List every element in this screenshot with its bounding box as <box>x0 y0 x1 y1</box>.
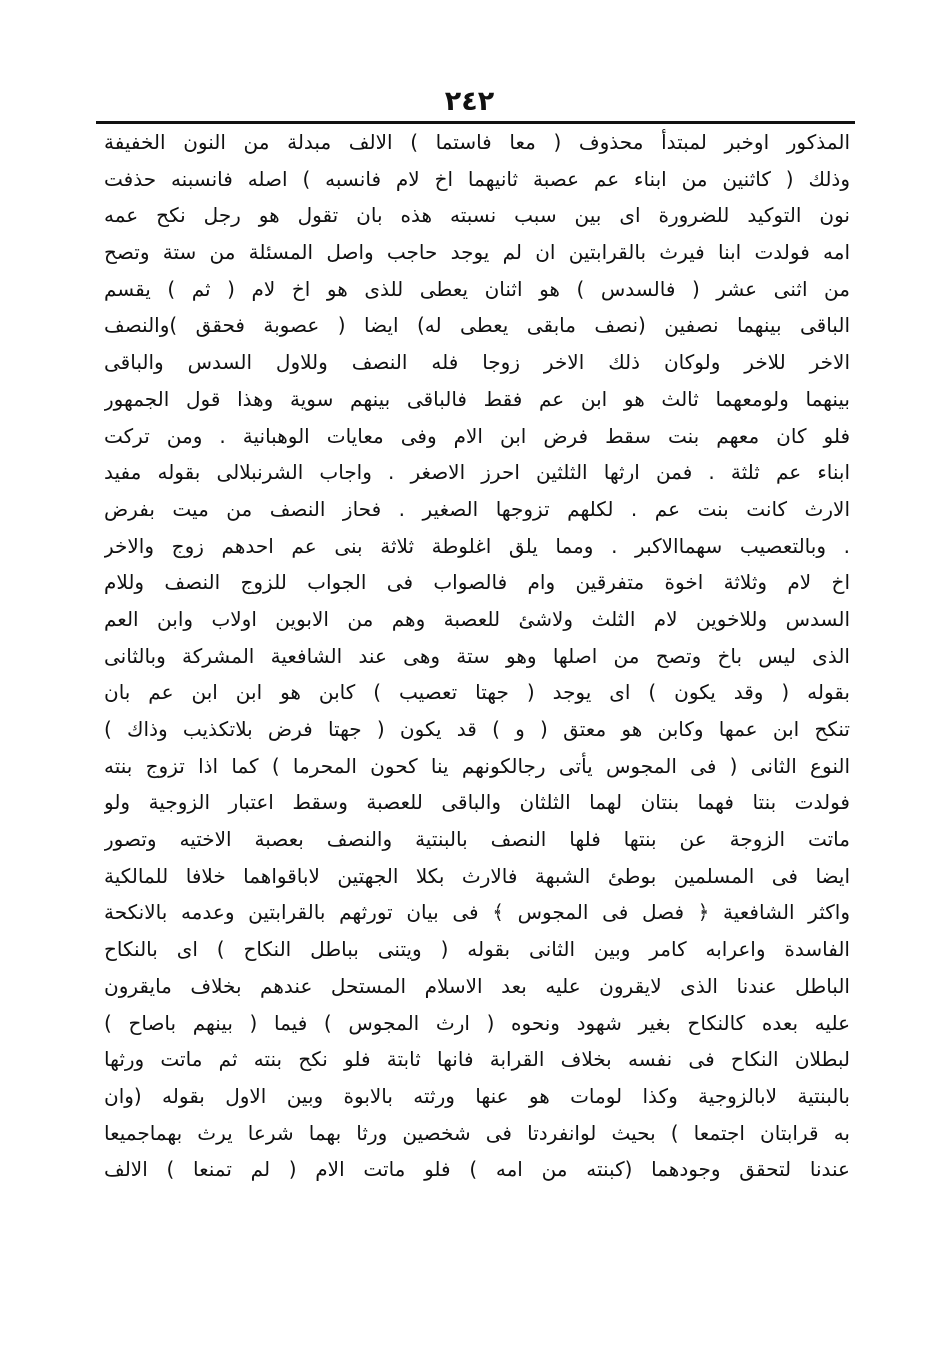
text-line: السدس وللاخوين لام الثلث ولاشئ للعصبة وهم من الابوين اولاب وابن العم <box>104 606 850 631</box>
text-line: من اثنى عشر ( فالسدس ) هو اثنان يعطى للذى هو اخ لام ( ثم ) يقسم <box>104 276 850 301</box>
text-line: الباقى بينهما نصفين (نصف مابقى يعطى له) ايضا ( عصوبة فحقق )والنصف <box>104 313 850 338</box>
text-line: بقوله ( وقد يكون ) اى يوجد ( جهتا تعصيب ) كابن هو ابن ابن عم بان <box>104 680 850 705</box>
text-line: تنكح ابن عمها وكابن هو معتق ( و ) قد يكون ( جهتا فرض بلاتكذيب وذاك ) <box>104 717 850 741</box>
text-line: الذى ليس باخ وتصح من اصلها وهو ستة وهى عند الشافعية المشركة وبالثانى <box>104 643 850 668</box>
text-line: به قرابتان اجتمعا ) بحيث لوانفردتا فى شخصين ورثا بهما شرعا يرث بهماجميعا <box>104 1120 850 1145</box>
text-line: لبطلان النكاح فى نفسه بخلاف القرابة فانها ثابتة فلو نكح بنته ثم ماتت ورثها <box>104 1047 850 1072</box>
text-line: بالبنتية لابالزوجية وكذا لومات هو عنها ورثته بالابوة وبين الاول بقوله (وان <box>104 1083 850 1108</box>
text-line: اخ لام وثلاثة اخوة متفرقين وام فالصواب فى الجواب للزوج النصف وللام <box>104 570 850 595</box>
text-line: ايضا فى المسلمين بوطئ الشبهة فالارث بكلا الجهتين لاباقواهما خلافا للمالكية <box>104 863 850 888</box>
text-line: الارث كانت بنت عم . لكلهم تزوجها الصغير . فحاز النصف من ميت بفرض <box>104 496 850 521</box>
text-line: المذكور اوخبر لمبتدأ محذوف ( معا فاستما ) الالف مبدلة من النون الخفيفة <box>104 130 850 154</box>
body-text <box>104 124 850 1188</box>
text-line: امه فولدت ابنا فيرث بالقرابتين ان لم يوجد حاجب واصل المسئلة من ستة وتصح <box>104 240 850 265</box>
text-line: عندنا لتحقق وجودهما (كبنته من امه ) فلو ماتت الام ( لم تمنعا ) الالف <box>104 1157 850 1182</box>
text-line: ماتت الزوجة عن بنتها فلها النصف بالبنتية والنصف بعصبة الاختيه وتصور <box>104 827 850 852</box>
text-line: بينهما ولومعهما ثالث هو ابن عم فقط فالباقى بينهم سوية وهذا قول الجمهور <box>104 386 850 411</box>
text-line: واكثر الشافعية ﴿ فصل فى المجوس ﴾ فى بيان تورثهم بالقرابتين وعدمه بالانكحة <box>104 900 850 925</box>
text-line: الاخر للاخر ولوكان ذلك الاخر زوجا فله النصف وللاول السدس والباقى <box>104 350 850 375</box>
page-number: ٢٤٢ <box>444 86 495 117</box>
text-line: نون التوكيد للضرورة اى بين سبب نسبته هذه بان تقول هو رجل نكح عمه <box>104 203 850 228</box>
text-line: فلو كان معهم بنت سقط فرض ابن الام وفى معايات الوهبانية . ومن تركت <box>104 423 850 448</box>
text-line: ابناء عم ثلثة . فمن ارثها الثلثين احرز الاصغر . واجاب الشرنبلالى بقوله مفيد <box>104 460 850 485</box>
text-line: الباطل عندنا الذى لايقرون عليه بعد الاسلام المستحل عندهم بخلاف مايقرون <box>104 973 850 998</box>
text-line: . وبالتعصيب سهماالاكبر . ومما يلق اغلوطة ثلاثة بنى عم احدهم زوج والاخر <box>104 533 850 558</box>
text-line: وذلك ( كاثنين من ابناء عم عصبة ثانيهما اخ لام فانسبه ) اصله فانسبنه حذفت <box>104 166 850 191</box>
text-line: النوع الثانى ( فى المجوس يأتى رجالكونهم ينا كحون المحرما ) كما اذا تزوج بنته <box>104 753 850 778</box>
text-line: الفاسدة واعرابه كامر وبين الثانى بقوله ( ويتنى بباطل النكاح ) اى بالنكاح <box>104 937 850 962</box>
text-line: فولدت بنتا فهما بنتان لهما الثلثان والباقى للعصبة وسقط اعتبار الزوجية ولو <box>104 790 850 815</box>
text-line: عليه بعده كالنكاح بغير شهود ونحوه ( ارث المجوس ) فيما ( بينهم باصاح ) <box>104 1010 850 1035</box>
